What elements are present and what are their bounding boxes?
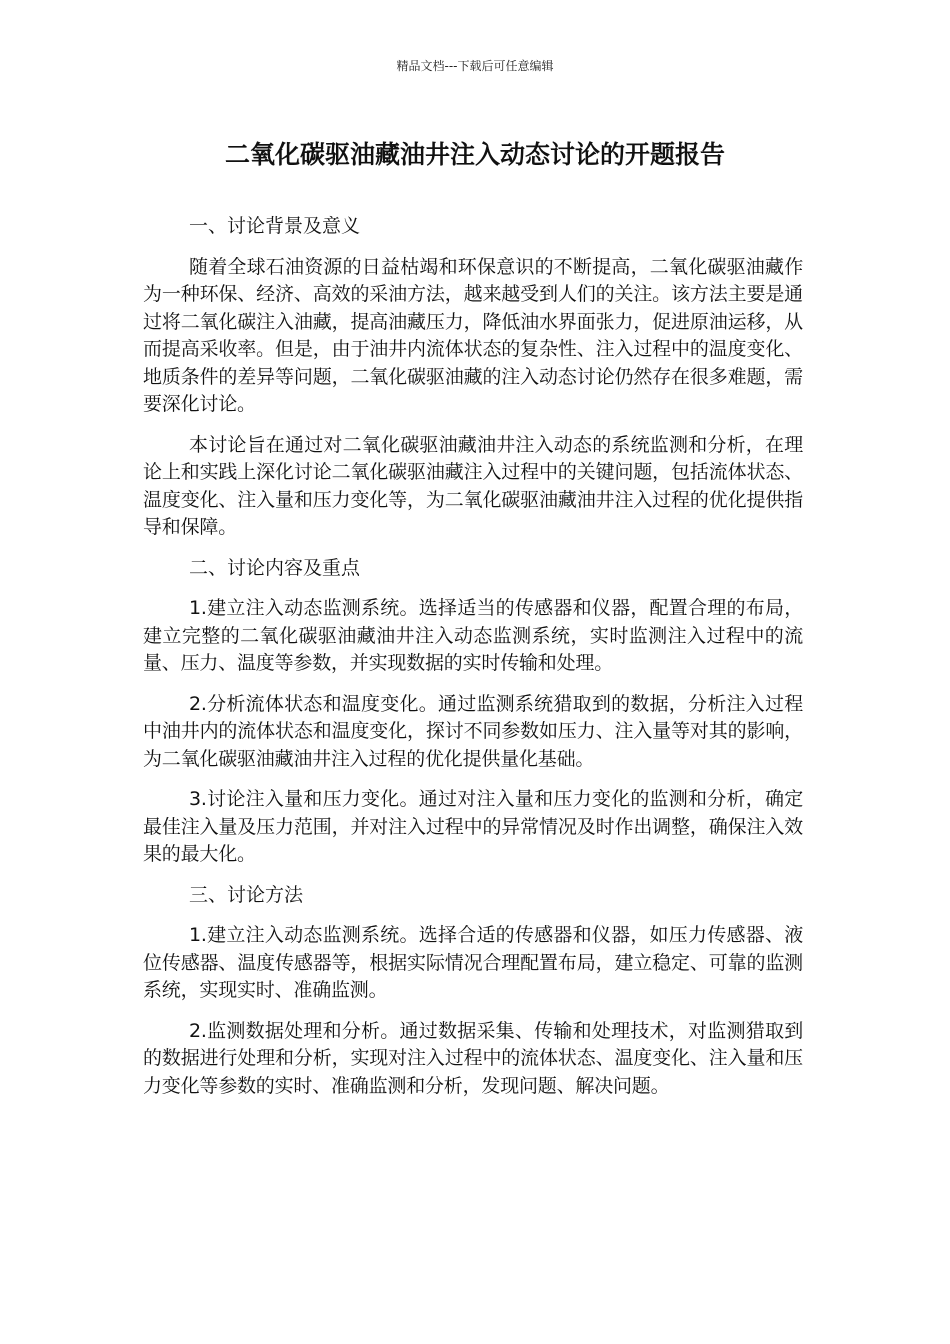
section-heading: 二、讨论内容及重点 <box>189 556 361 579</box>
body-paragraph: 随着全球石油资源的日益枯竭和环保意识的不断提高，二氧化碳驱油藏作为一种环保、经济、高效的采油方法，越来越受到人们的关注。该方法主要是通过将二氧化碳注入油藏，提高油藏压力，降低油水界面张力，促进原油运移，从而提高采收率。但是，由于油井内流体状态的复杂性、注入过程中的温度变化、地质条件的差异等问题，二氧化碳驱油藏的注入动态讨论仍然存在很多难题，需要深化讨论。 <box>143 255 803 415</box>
section-heading: 一、讨论背景及意义 <box>189 215 361 237</box>
body-paragraph: 本讨论旨在通过对二氧化碳驱油藏油井注入动态的系统监测和分析，在理论上和实践上深化讨论二氧化碳驱油藏注入过程中的关键问题，包括流体状态、温度变化、注入量和压力变化等，为二氧化碳驱油藏油井注入过程的优化提供指导和保障。 <box>143 433 803 538</box>
page-header-note: 精品文档---下载后可任意编辑 <box>396 59 554 73</box>
body-paragraph: 2.监测数据处理和分析。通过数据采集、传输和处理技术，对监测猎取到的数据进行处理和分析，实现对注入过程中的流体状态、温度变化、注入量和压力变化等参数的实时、准确监测和分析，发现问题、解决问题。 <box>143 1019 803 1097</box>
document-title: 二氧化碳驱油藏油井注入动态讨论的开题报告 <box>224 140 725 169</box>
section-heading: 三、讨论方法 <box>189 883 304 906</box>
document-body <box>143 213 803 1113</box>
body-paragraph: 1.建立注入动态监测系统。选择适当的传感器和仪器，配置合理的布局，建立完整的二氧化碳驱油藏油井注入动态监测系统，实时监测注入过程中的流量、压力、温度等参数，并实现数据的实时传输和处理。 <box>143 597 803 674</box>
body-paragraph: 1.建立注入动态监测系统。选择合适的传感器和仪器，如压力传感器、液位传感器、温度传感器等，根据实际情况合理配置布局，建立稳定、可靠的监测系统，实现实时、准确监测。 <box>143 924 803 1001</box>
body-paragraph: 3.讨论注入量和压力变化。通过对注入量和压力变化的监测和分析，确定最佳注入量及压力范围，并对注入过程中的异常情况及时作出调整，确保注入效果的最大化。 <box>143 788 803 865</box>
body-paragraph: 2.分析流体状态和温度变化。通过监测系统猎取到的数据，分析注入过程中油井内的流体状态和温度变化，探讨不同参数如压力、注入量等对其的影响，为二氧化碳驱油藏油井注入过程的优化提供量化基础。 <box>143 692 803 770</box>
